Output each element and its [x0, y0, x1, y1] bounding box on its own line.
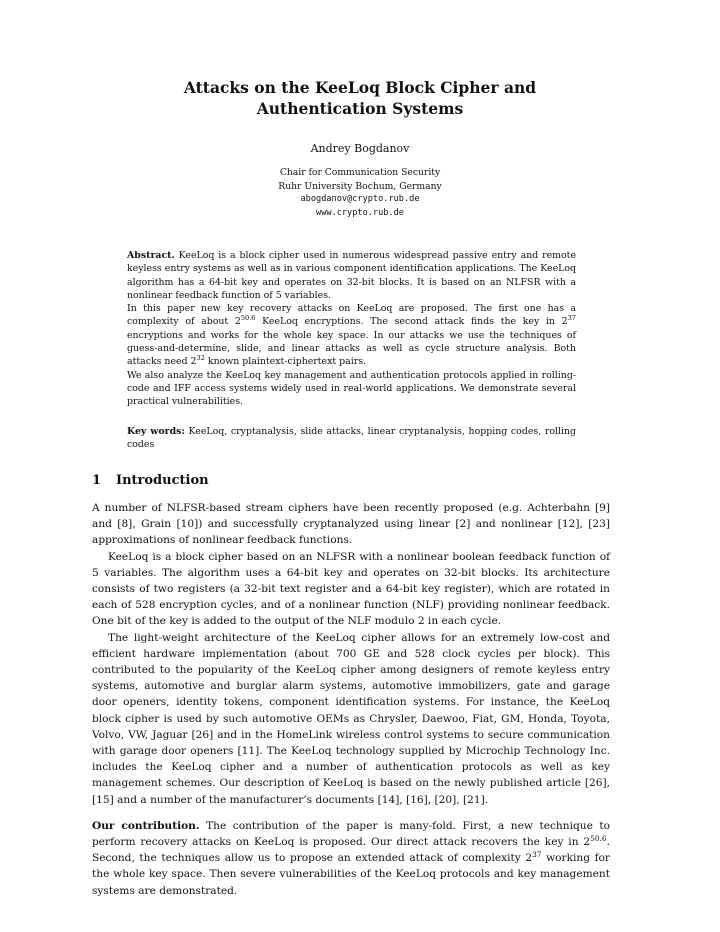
abstract-paragraph-2: [127, 302, 576, 368]
abstract-label: Abstract.: [127, 250, 175, 261]
keywords: [127, 425, 576, 452]
abstract-exp-3: 32: [196, 354, 205, 363]
contribution-label: Our contribution.: [92, 819, 200, 832]
abstract-text-2c: encryptions and works for the whole key space. In our attacks we use the techniques of guess-and-determine, slide, and linear attacks as well as cycle structure analysis. Both attacks need 2: [127, 329, 576, 368]
abstract-text-1: KeeLoq is a block cipher used in numerous widespread passive entry and remote keyless entry systems as well as in various component identification applications. The KeeLoq algorithm has a 64-bit key and operates on 32-bit blocks. It is based on an NLFSR with a nonlinear feedback function of 5 variables.: [127, 250, 576, 301]
abstract-text-2d: known plaintext-ciphertext pairs.: [204, 356, 366, 368]
section-title: Introduction: [116, 473, 209, 488]
contribution-text-b: . Second, the techniques allow us to propose an extended attack of complexity 2: [92, 836, 610, 865]
abstract-exp-1: 50.6: [240, 314, 256, 323]
contribution-paragraph: [92, 818, 610, 899]
abstract-exp-2: 37: [567, 314, 576, 323]
author-email: abogdanov@crypto.rub.de: [300, 194, 420, 204]
affiliation-chair: Chair for Communication Security: [279, 167, 441, 178]
body-paragraph-2: KeeLoq is a block cipher based on an NLFSR with a nonlinear boolean feedback function of 5 variables. The algorithm uses a 64-bit key and operates on 32-bit blocks. Its architecture consists of two registers (a 32-bit text register and a 64-bit key register), which are rotated in each of 528 encryption cycles, and of a nonlinear function (NLF) providing nonlinear feedback. One bit of the key is added to the output of the NLF modulo 2 in each cycle.: [92, 550, 610, 628]
body-paragraph-1: A number of NLFSR-based stream ciphers have been recently proposed (e.g. Achterbahn [9] and [8], Grain [10]) and successfully cryptanalyzed using linear [2] and nonlinear [12], [23] approximations of nonlinear feedback functions.: [92, 502, 610, 547]
keywords-text: KeeLoq, cryptanalysis, slide attacks, linear cryptanalysis, hopping codes, rolling codes: [127, 426, 576, 451]
author-name: Andrey Bogdanov: [310, 142, 410, 155]
section-heading: [92, 473, 209, 488]
title-line-1: Attacks on the KeeLoq Block Cipher and: [183, 78, 537, 97]
contribution-text-a: The contribution of the paper is many-fold. First, a new technique to perform recovery attacks on KeeLoq is proposed. Our direct attack recovers the key in 2: [92, 819, 610, 849]
title-line-2: Authentication Systems: [256, 99, 464, 118]
author-url: www.crypto.rub.de: [316, 207, 404, 218]
abstract-paragraph-3: We also analyze the KeeLoq key management and authentication protocols applied in rolling-code and IFF access systems widely used in real-world applications. We demonstrate several practical vulnerabilities.: [127, 369, 576, 408]
contribution-exp-2: 37: [532, 850, 542, 860]
affiliation-university: Ruhr University Bochum, Germany: [278, 180, 442, 192]
paper-title: [0, 77, 720, 119]
affiliation: [0, 166, 720, 220]
contribution-exp-1: 50.6: [590, 834, 607, 844]
contribution-text-c: working for the whole key space. Then severe vulnerabilities of the KeeLoq protocols and key management systems are demonstrated.: [92, 852, 610, 897]
body-paragraph-3: The light-weight architecture of the KeeLoq cipher allows for an extremely low-cost and efficient hardware implementation (about 700 GE and 528 clock cycles per block). This contributed to the popularity of the KeeLoq cipher among designers of remote keyless entry systems, automotive and burglar alarm systems, automotive immobilizers, gate and garage door openers, identity tokens, component identification systems. For instance, the KeeLoq block cipher is used by such automotive OEMs as Chrysler, Daewoo, Fiat, GM, Honda, Toyota, Volvo, VW, Jaguar [26] and in the HomeLink wireless control systems to secure communication with garage door openers [11]. The KeeLoq technology supplied by Microchip Technology Inc. includes the KeeLoq cipher and a number of authentication protocols as well as key management schemes. Our description of KeeLoq is based on the newly published article [26], [15] and a number of the manufacturer’s documents [14], [16], [20], [21].: [92, 631, 610, 806]
body-text: [92, 500, 610, 899]
section-number: 1: [92, 473, 102, 488]
abstract-text-2a: In this paper new key recovery attacks on KeeLoq are proposed. The first one has a complexity of about 2: [127, 303, 576, 328]
abstract-text-2b: KeeLoq encryptions. The second attack finds the key in 2: [255, 316, 568, 328]
keywords-label: Key words:: [127, 426, 185, 437]
abstract-paragraph-1: [127, 249, 576, 302]
abstract: [127, 249, 576, 409]
